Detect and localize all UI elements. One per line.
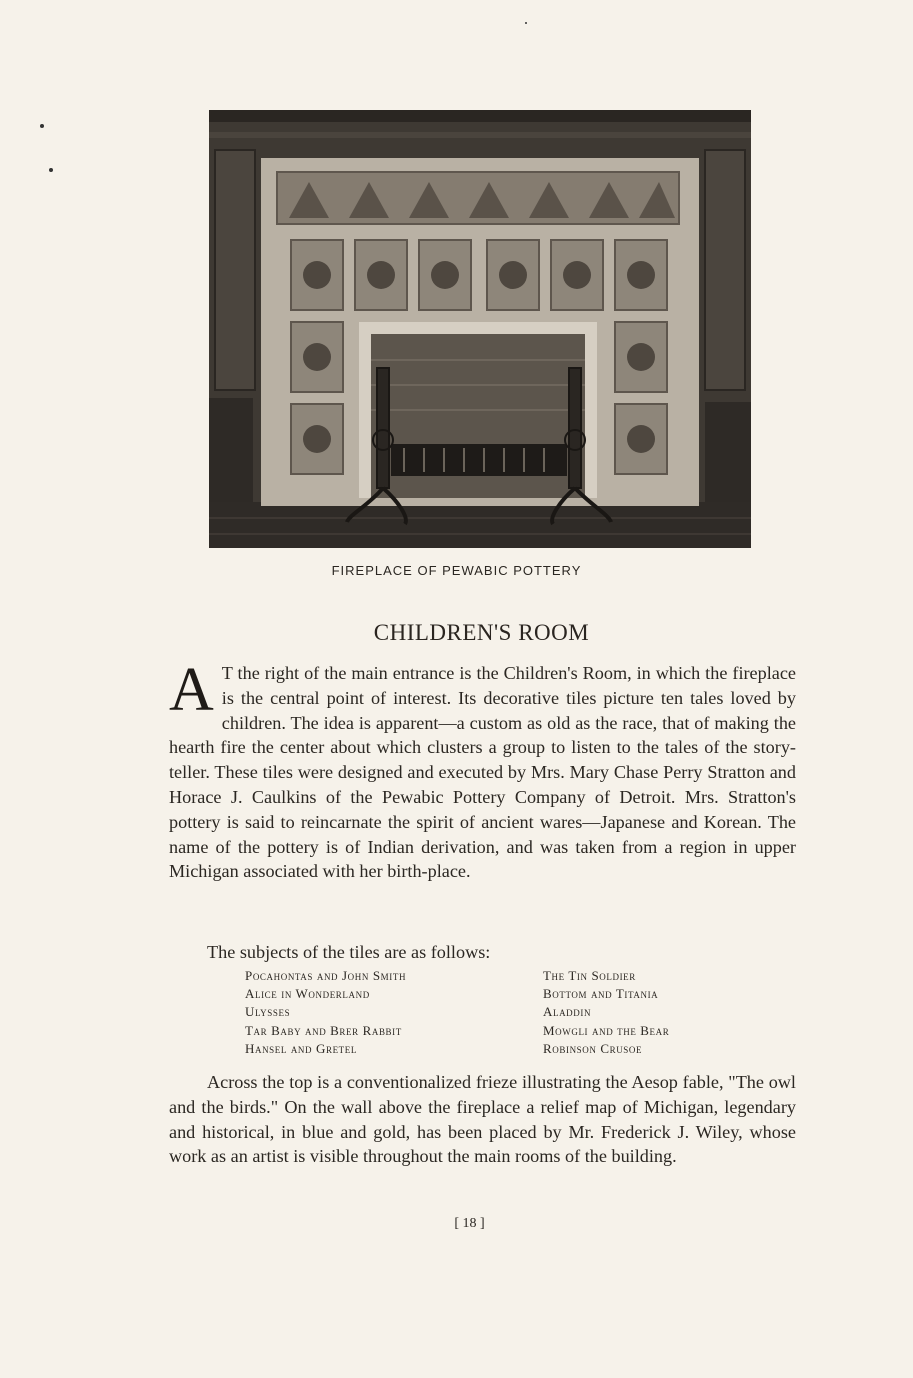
- photo-caption: FIREPLACE OF PEWABIC POTTERY: [331, 563, 582, 578]
- list-item: Robinson Crusoe: [543, 1040, 643, 1056]
- subjects-left-column: [245, 967, 406, 1058]
- subjects-right-column: [543, 967, 669, 1058]
- list-item: Hansel and Gretel: [245, 1040, 357, 1056]
- section-title: CHILDREN'S ROOM: [373, 620, 590, 645]
- drop-cap: A: [169, 656, 214, 724]
- list-item: Pocahontas and John Smith: [245, 968, 407, 983]
- intro-paragraph: [169, 656, 796, 884]
- subjects-intro: The subjects of the tiles are as follows:: [207, 942, 491, 962]
- list-item: Bottom and Titania: [543, 986, 659, 1002]
- list-item: Mowgli and the Bear: [543, 1022, 670, 1038]
- intro-text: T the right of the main entrance is the Children's Room, in which the fireplace is the central point of interest. Its decorative tiles picture ten tales loved by children. The idea is apparent—a custom as old as the race, that of making the hearth fire the center about which clusters a group to listen to the tales of the story-teller. These tiles were designed and executed by Mrs. Mary Chase Perry Stratton and Horace J. Caulkins of the Pewabic Pottery Company of Detroit. Mrs. Stratton's pottery is said to reincarnate the spirit of ancient wares—Japanese and Korean. The name of the pottery is of Indian derivation, and was taken from a region in upper Michigan associated with her birth-place.: [169, 663, 796, 882]
- list-item: Ulysses: [245, 1004, 291, 1020]
- page-number: [ 18 ]: [454, 1216, 485, 1231]
- ink-speck: [40, 124, 44, 128]
- fireplace-photograph: [209, 110, 751, 548]
- list-item: The Tin Soldier: [543, 968, 636, 983]
- closing-paragraph: Across the top is a conventionalized frieze illustrating the Aesop fable, "The owl and the birds." On the wall above the fireplace a relief map of Michigan, legendary and historical, in blue and gold, has been placed by Mr. Frederick J. Wiley, whose work as an artist is visible throughout the main rooms of the building.: [169, 1072, 796, 1167]
- list-item: Alice in Wonderland: [245, 986, 370, 1002]
- list-item: Aladdin: [543, 1004, 592, 1020]
- ink-speck: [525, 22, 527, 24]
- list-item: Tar Baby and Brer Rabbit: [245, 1022, 402, 1038]
- ink-speck: [49, 168, 53, 172]
